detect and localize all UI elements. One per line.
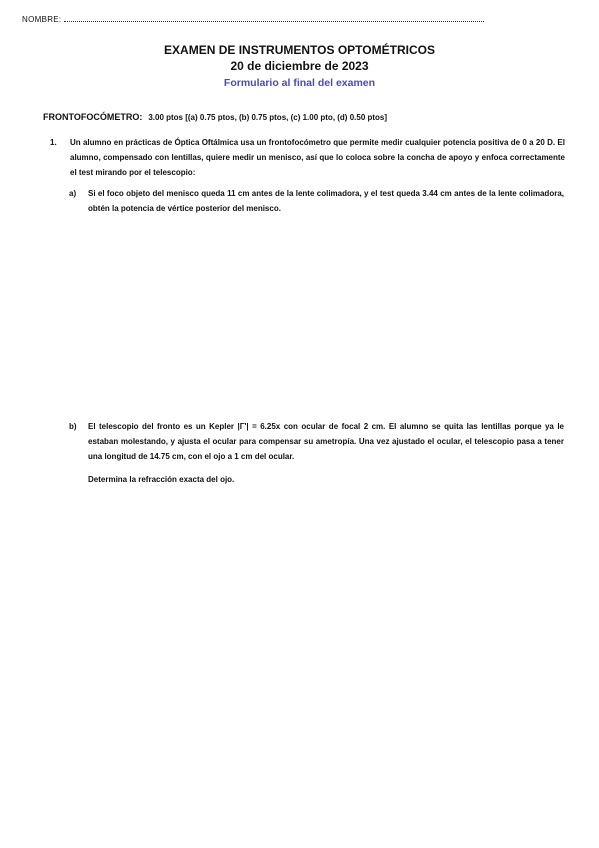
item-text: Si el foco objeto del menisco queda 11 cm antes de la lente colimadora, y el test queda 3.44 cm antes de la lente colimadora, obtén la potencia de vértice posterior del menisco. bbox=[88, 189, 564, 213]
question-text: Un alumno en prácticas de Óptica Oftálmica usa un frontofocómetro que permite medir cualquier potencia positiva de 0 a 20 D. El alumno, compensado con lentillas, quiere medir un menisco, así que lo coloca sobre la concha de apoyo y enfoca correctamente el test mirando por el telescopio: bbox=[70, 138, 565, 177]
question-item-b bbox=[69, 419, 564, 487]
exam-title: EXAMEN DE INSTRUMENTOS OPTOMÉTRICOS bbox=[164, 43, 435, 57]
exam-date: 20 de diciembre de 2023 bbox=[230, 59, 369, 73]
item-text: El telescopio del fronto es un Kepler |Γ'| = 6.25x con ocular de focal 2 cm. El alumno se quita las lentillas porque ya le estaban molestando, y ajusta el ocular para compensar su ametropía. Una vez ajustado el ocular, el telescopio pasa a tener una longitud de 14.75 cm, con el ojo a 1 cm del ocular. bbox=[88, 422, 564, 461]
question-item-a bbox=[69, 186, 564, 216]
section-name: FRONTOFOCÓMETRO: bbox=[43, 112, 143, 122]
name-blank-line bbox=[64, 15, 484, 22]
name-label: NOMBRE: bbox=[22, 15, 62, 24]
name-field-line bbox=[22, 15, 484, 24]
exam-header bbox=[0, 42, 599, 91]
item-label: b) bbox=[69, 422, 77, 431]
question-number: 1. bbox=[50, 138, 57, 147]
item-instruction: Determina la refracción exacta del ojo. bbox=[88, 475, 235, 484]
question-1 bbox=[50, 135, 565, 180]
formulario-note: Formulario al final del examen bbox=[223, 77, 376, 89]
section-points: 3.00 ptos [(a) 0.75 ptos, (b) 0.75 ptos, (c) 1.00 pto, (d) 0.50 ptos] bbox=[148, 113, 388, 122]
section-heading bbox=[43, 112, 387, 122]
item-label: a) bbox=[69, 189, 77, 198]
